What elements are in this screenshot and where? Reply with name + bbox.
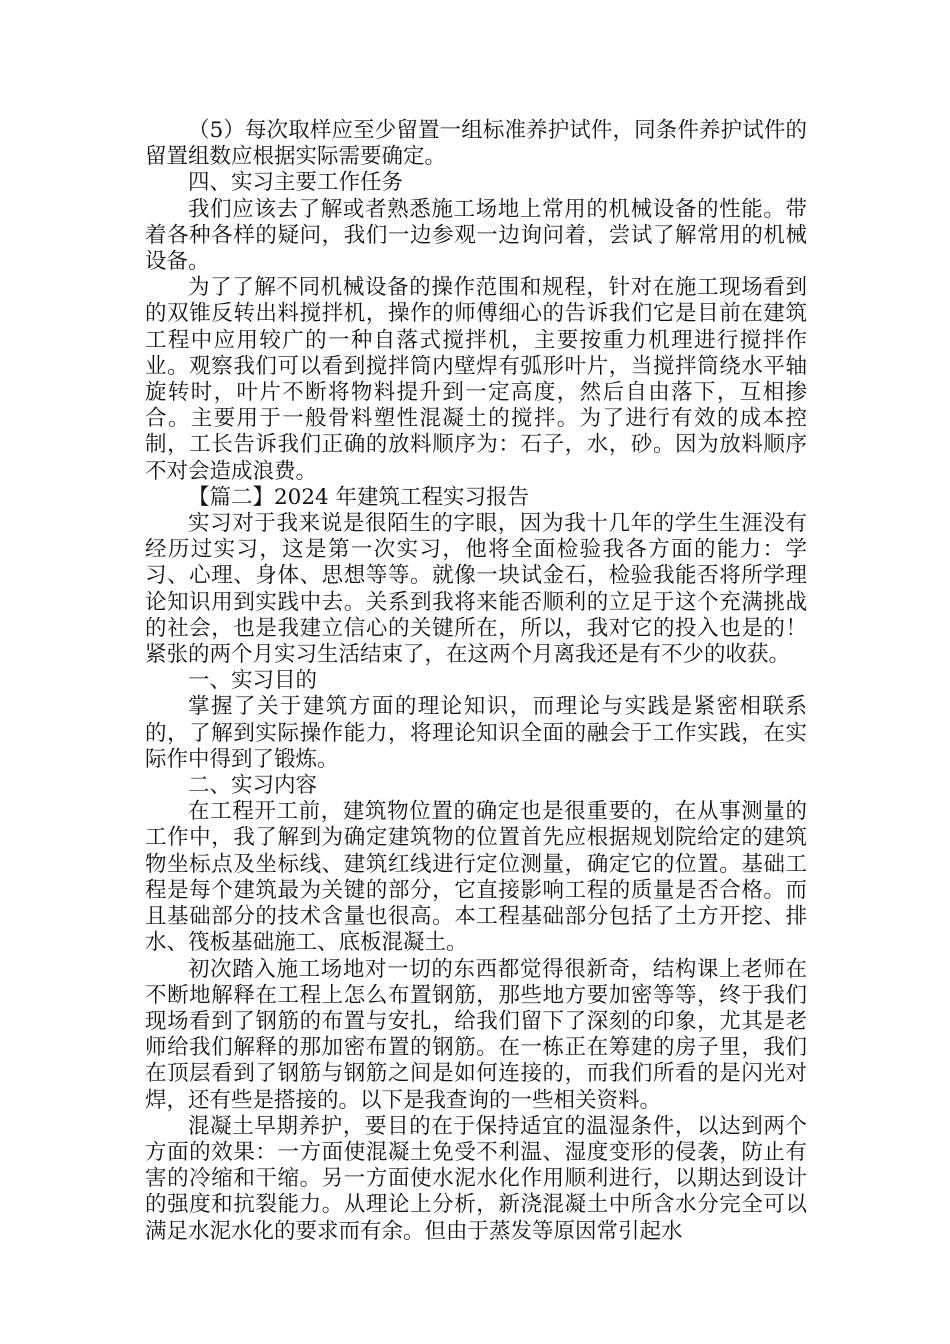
paragraph-rebar: 初次踏入施工场地对一切的东西都觉得很新奇，结构课上老师在不断地解释在工程上怎么布置钢筋，那些地方要加密等等，终于我们现场看到了钢筋的布置与安扎，给我们留下了深刻的印象，尤其是老师给我们解释的那加密布置的钢筋。在一栋正在筹建的房子里，我们在顶层看到了钢筋与钢筋之间是如何连接的，而我们所看的是闪光对焊，还有些是搭接的。以下是我查询的一些相关资料。 xyxy=(145,956,807,1113)
heading-content: 二、实习内容 xyxy=(188,773,318,799)
heading-part-two: 【篇二】2024 年建筑工程实习报告 xyxy=(188,484,530,510)
paragraph-machinery-intro: 我们应该去了解或者熟悉施工场地上常用的机械设备的性能。带着各种各样的疑问，我们一边参观一边询问着，尝试了解常用的机械设备。 xyxy=(145,196,807,275)
paragraph-mixer: 为了了解不同机械设备的操作范围和规程，针对在施工现场看到的双锥反转出料搅拌机，操作的师傅细心的告诉我们它是目前在建筑工程中应用较广的一种自落式搅拌机，主要按重力机理进行搅拌作业。观察我们可以看到搅拌筒内壁焊有弧形叶片，当搅拌筒绕水平轴旋转时，叶片不断将物料提升到一定高度，然后自由落下，互相掺合。主要用于一般骨料塑性混凝土的搅拌。为了进行有效的成本控制，工长告诉我们正确的放料顺序为：石子，水，砂。因为放料顺序不对会造成浪费。 xyxy=(145,275,807,484)
paragraph-sample-retention: （5）每次取样应至少留置一组标准养护试件，同条件养护试件的留置组数应根据实际需要确定。 xyxy=(145,118,807,170)
paragraph-purpose: 掌握了关于建筑方面的理论知识，而理论与实践是紧密相联系的，了解到实际操作能力，将理论知识全面的融会于工作实践，在实际作中得到了锻炼。 xyxy=(145,694,807,772)
document-page xyxy=(145,118,807,1245)
heading-main-tasks: 四、实习主要工作任务 xyxy=(188,170,404,196)
heading-purpose: 一、实习目的 xyxy=(188,668,318,694)
paragraph-internship-meaning: 实习对于我来说是很陌生的字眼，因为我十几年的学生生涯没有经历过实习，这是第一次实习，他将全面检验我各方面的能力：学习、心理、身体、思想等等。就像一块试金石，检验我能否将所学理论知识用到实践中去。关系到我将来能否顺利的立足于这个充满挑战的社会，也是我建立信心的关键所在，所以，我对它的投入也是的！紧张的两个月实习生活结束了，在这两个月离我还是有不少的收获。 xyxy=(145,511,807,668)
paragraph-surveying: 在工程开工前，建筑物位置的确定也是很重要的，在从事测量的工作中，我了解到为确定建筑物的位置首先应根据规划院给定的建筑物坐标点及坐标线、建筑红线进行定位测量，确定它的位置。基础工程是每个建筑最为关键的部分，它直接影响工程的质量是否合格。而且基础部分的技术含量也很高。本工程基础部分包括了土方开挖、排水、筏板基础施工、底板混凝土。 xyxy=(145,799,807,956)
paragraph-curing: 混凝土早期养护，要目的在于保持适宜的温湿条件，以达到两个方面的效果：一方面使混凝土免受不利温、湿度变形的侵袭，防止有害的冷缩和干缩。另一方面使水泥水化作用顺利进行，以期达到设计的强度和抗裂能力。从理论上分析，新浇混凝土中所含水分完全可以满足水泥水化的要求而有余。但由于蒸发等原因常引起水 xyxy=(145,1113,807,1244)
